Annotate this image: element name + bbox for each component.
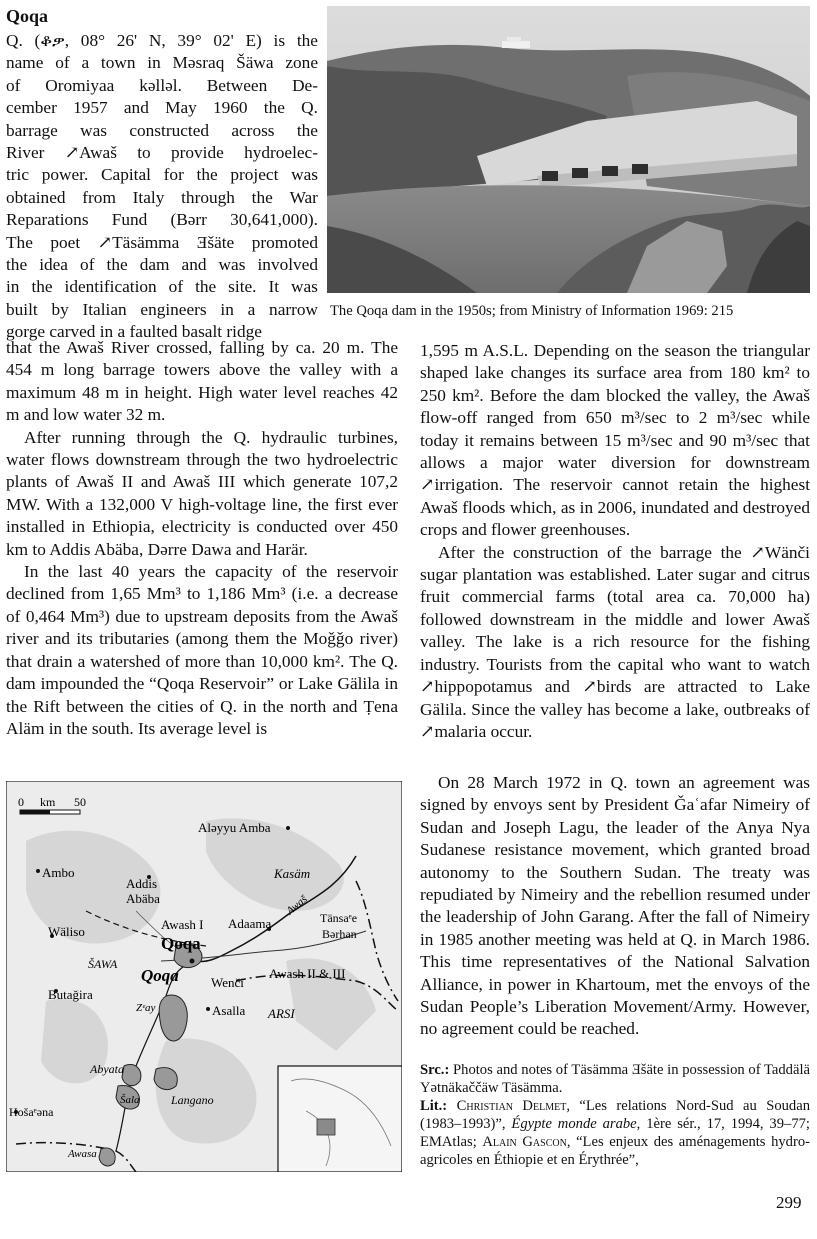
lit-author-2: Alain Gascon: [482, 1134, 567, 1150]
map-label-langano: Langano: [171, 1093, 214, 1107]
map-label-barhan: Bərhan: [322, 927, 357, 941]
left-column-text: [6, 337, 398, 740]
lake-awasa: [99, 1148, 115, 1166]
lit-journal: Égypte monde arabe: [511, 1116, 637, 1132]
map-label-sala: Šala: [120, 1094, 140, 1106]
map-label-hosaena: Hošaᵉəna: [9, 1105, 54, 1119]
map-label-addis: Addis: [126, 876, 158, 891]
map-label-awash-i: Awash I: [161, 917, 204, 932]
map-scale-zero: 0: [18, 795, 24, 809]
region-map: [6, 781, 402, 1172]
text-line: River ↗Awaš to provide hydroelec-: [6, 143, 318, 163]
text-line: cember 1957 and May 1960 the Q.: [6, 98, 318, 118]
paragraph: In the last 40 years the capacity of the reservoir declined from 1,65 Mm³ to 1,186 Mm³ (i.e. a decrease of 0,464 Mm³) due to upstream deposits from the Awaš river and its tributaries (among them the Moǧǧo river) that drain a watershed of more than 10,000 km². The Q. dam impounded the “Qoqa Reservoir” or Lake Gälila in the Rift between the cities of Q. in the north and Ṭena Aläm in the south. Its average level is: [6, 562, 398, 738]
lit-text-2: , 1ère sér., 17, 1994, 39–77; EMAtlas;: [420, 1116, 810, 1150]
sources: [420, 1061, 810, 1097]
map-label-sawa: ŠAWA: [88, 957, 118, 971]
map-label-awasa: Awasa: [68, 1148, 97, 1160]
map-label-waliso: Wäliso: [48, 924, 85, 939]
entry-title: Qoqa: [6, 6, 49, 26]
text-line: of Oromiyaa kəlləl. Between De-: [6, 75, 318, 95]
text-line: tric power. Capital for the project was: [6, 165, 318, 185]
map-label-awash-ii-iii: Awash II & III: [269, 966, 346, 981]
text-line: The poet ↗Täsämma Ǝšäte promoted: [6, 232, 318, 252]
entry-intro-text: [6, 30, 318, 344]
src-label: Src.:: [420, 1062, 450, 1078]
inset-map: [278, 1066, 402, 1172]
map-label-qoqa-lake: Qoqa: [141, 966, 179, 985]
lit-label: Lit.:: [420, 1098, 448, 1114]
dam-photo-image: [327, 6, 810, 293]
paragraph: that the Awaš River crossed, falling by ca. 20 m. The 454 m long barrage towers above the valley with a maximum 48 m in height. High water level reaches 42 m and low water 32 m.: [6, 338, 398, 425]
map-scale-bar: [20, 810, 80, 814]
lit-text-1: , “Les relations Nord-Sud au Soudan (1983–1993)”,: [420, 1098, 811, 1132]
right-column-text-top: [420, 340, 810, 743]
text-line: barrage was constructed across the: [6, 120, 318, 140]
map-label-awas-river: Awaš: [284, 893, 310, 918]
map-label-ambo: Ambo: [42, 865, 75, 880]
entry-intro: [6, 4, 318, 344]
map-label-abyata: Abyata: [90, 1062, 124, 1076]
text-line: gorge carved in a faulted basalt ridge: [6, 322, 262, 342]
text-line: the idea of the dam and was involved: [6, 255, 318, 275]
text-line: name of a town in Məsraq Šäwa zone: [6, 53, 318, 73]
map-label-butagira: Butaǧira: [48, 987, 93, 1002]
map-scale-fifty: 50: [74, 795, 86, 809]
map-label-qoqa-town: Qoqa: [161, 934, 201, 953]
lit-author-1: Christian Delmet: [456, 1098, 567, 1114]
map-label-arsi: ARSI: [268, 1006, 295, 1021]
right-column-text-bottom: [420, 772, 810, 1041]
paragraph: After the construction of the barrage the ↗Wänči sugar plantation was established. Later sugar and citrus fruit commercial farms (total area ca. 70,000 ha) followed downstream in the middle and lower Awaš valley. The lake is a rich resource for the fishing industry. Tourists from the capital who want to watch ↗hippopotamus and ↗birds are attracted to Lake Gälila. Since the valley has become a lake, outbreaks of ↗malaria occur.: [420, 542, 810, 741]
text-line: Reparations Fund (Bərr 30,641,000).: [6, 210, 318, 230]
map-label-adaama: Adaama: [228, 916, 272, 931]
lake-zway: [159, 995, 187, 1041]
paragraph: 1,595 m A.S.L. Depending on the season the triangular shaped lake changes its surface area from 180 km² to 250 km². Before the dam blocked the valley, the Awaš flow-off ranged from 650 m³/sec to 2 m³/sec while today it remains between 15 m³/sec and 90 m³/sec that allows a major water diversion for downstream ↗irrigation. The reservoir cannot retain the highest Awaš floods which, as in 2006, inundated and destroyed crops and flower greenhouses.: [420, 341, 810, 540]
map-label-asalla: Asalla: [212, 1003, 246, 1018]
region-map-image: [6, 781, 402, 1172]
map-label-kasam: Kasäm: [274, 866, 311, 881]
text-line: in the identification of the site. It was: [6, 277, 318, 297]
paragraph: On 28 March 1972 in Q. town an agreement was signed by envoys sent by President Ǧaʿafar Nimeiry of Sudan and Joseph Lagu, the leader of the Anya Nya Sudanese resistance movement, which granted broad autonomy to the Southern Sudan. The treaty was repudiated by Nimeiry and the rebellion resumed under the leadership of John Garang. After the fall of Nimeiry in 1985 another meeting was held at Q. in March 1986. This time representatives of the National Salvation Alliance, in power in Khartoum, met the envoys of the Sudan People’s Liberation Movement/Army. However, no agreement could be reached.: [420, 773, 810, 1039]
literature: [420, 1097, 810, 1169]
map-label-zway: Zᵉay: [136, 1002, 156, 1014]
references: [420, 1061, 810, 1169]
map-label-ababa: Abäba: [126, 891, 160, 906]
photo-caption: The Qoqa dam in the 1950s; from Ministry of Information 1969: 215: [330, 303, 734, 319]
text-line: Q. (ቆቃ, 08° 26' N, 39° 02' E) is the: [6, 31, 318, 50]
src-text: Photos and notes of Täsämma Ǝšäte in possession of Taddälä Yətnäkaččäw Täsämma.: [420, 1062, 810, 1096]
map-label-tansae: Tänsaᵉe: [320, 911, 358, 925]
text-line: obtained from Italy through the War: [6, 187, 318, 207]
page-number: 299: [776, 1193, 802, 1212]
text-line: built by Italian engineers in a narrow: [6, 299, 318, 319]
paragraph: After running through the Q. hydraulic turbines, water flows downstream through the two hydroelectric plants of Awaš II and Awaš III which generate 107,2 MW. With a 132,000 V high-voltage line, the first ever installed in Ethiopia, electricity is conducted over 450 km to Addis Abäba, Dərre Dawa and Harär.: [6, 427, 398, 559]
lake-abyata: [122, 1064, 141, 1085]
dam-photo: [327, 6, 810, 293]
map-label-alayyu-amba: Aləyyu Amba: [198, 820, 271, 835]
lake-langano: [154, 1068, 177, 1090]
map-label-wenci: Wenči: [211, 975, 244, 990]
lit-text-3: , “Les enjeux des aménagements hydro-agricoles en Éthiopie et en Érythrée”,: [420, 1134, 810, 1168]
map-scale-unit: km: [40, 795, 56, 809]
